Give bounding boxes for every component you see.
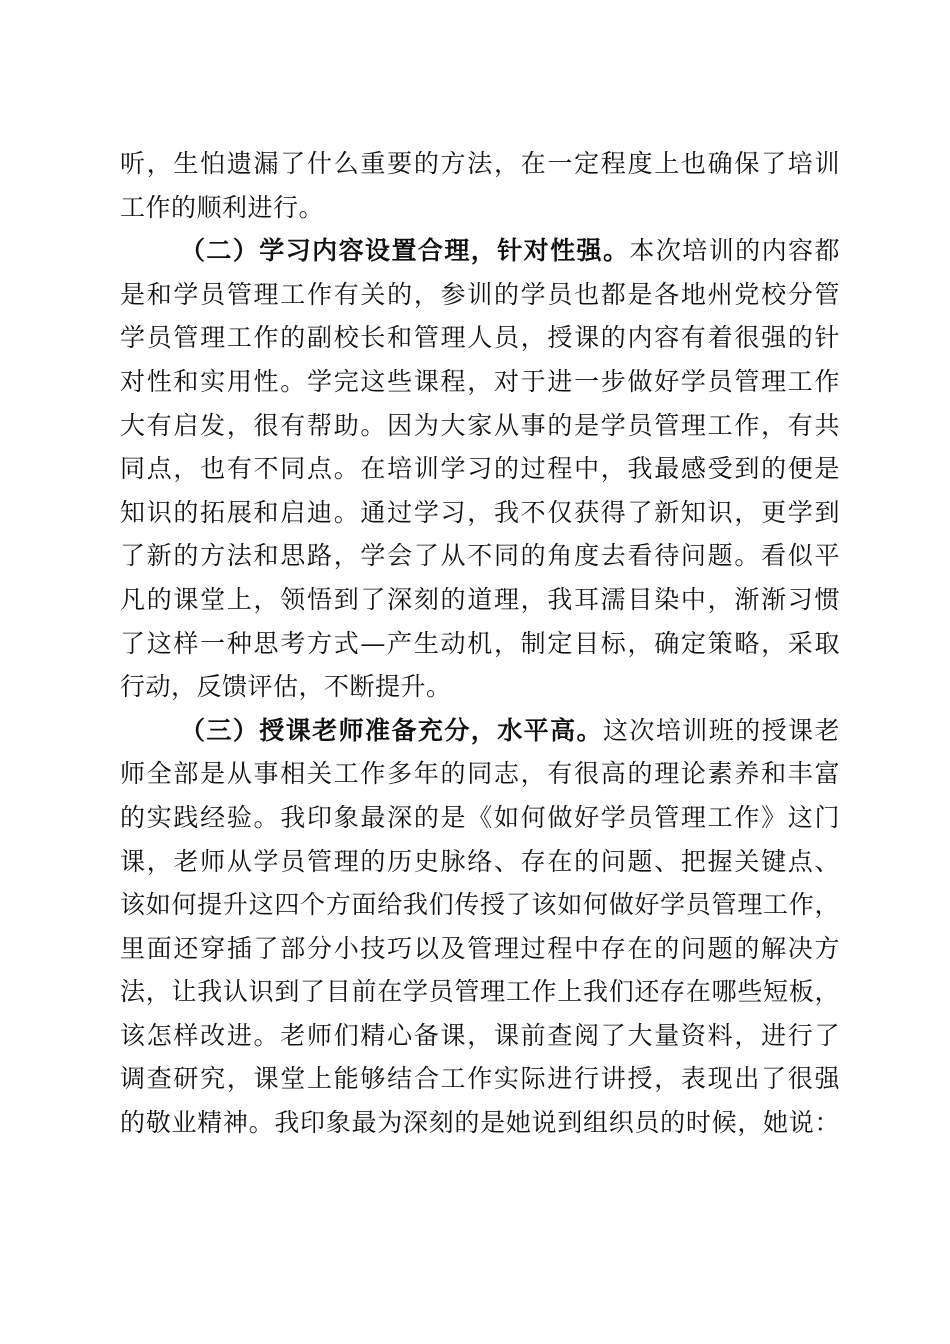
- text-line: 工作的顺利进行。: [120, 192, 325, 222]
- section-heading: （三）授课老师准备充分，水平高。: [180, 715, 603, 745]
- text-line: 对性和实用性。学完这些课程，对于进一步做好学员管理工作: [120, 366, 840, 396]
- text-line: 课，老师从学员管理的历史脉络、存在的问题、把握关键点、: [120, 846, 840, 876]
- text-line: 了新的方法和思路，学会了从不同的角度去看待问题。看似平: [120, 541, 840, 571]
- text-line: 该如何提升这四个方面给我们传授了该如何做好学员管理工作，: [120, 890, 840, 920]
- text-line: 里面还穿插了部分小技巧以及管理过程中存在的问题的解决方: [120, 933, 840, 963]
- text-line: 大有启发，很有帮助。因为大家从事的是学员管理工作，有共: [120, 410, 840, 440]
- section-heading: （二）学习内容设置合理，针对性强。: [180, 236, 630, 266]
- text-line: 行动，反馈评估，不断提升。: [120, 672, 452, 702]
- text-span: 本次培训的内容都: [629, 236, 840, 266]
- text-line: 的实践经验。我印象最深的是《如何做好学员管理工作》这门: [120, 802, 840, 832]
- paragraph-first-line: [120, 229, 840, 273]
- text-span: 这次培训班的授课老: [602, 715, 840, 745]
- text-line: 调查研究，课堂上能够结合工作实际进行讲授，表现出了很强: [120, 1064, 840, 1094]
- document-body: [120, 142, 840, 1145]
- text-line: 师全部是从事相关工作多年的同志，有很高的理论素养和丰富: [120, 759, 840, 789]
- text-line: 法，让我认识到了目前在学员管理工作上我们还存在哪些短板，: [120, 977, 840, 1007]
- text-line: 同点，也有不同点。在培训学习的过程中，我最感受到的便是: [120, 454, 840, 484]
- paragraph-first-line: [120, 709, 840, 753]
- text-line: 了这样一种思考方式—产生动机，制定目标，确定策略，采取: [120, 628, 840, 658]
- text-line: 凡的课堂上，领悟到了深刻的道理，我耳濡目染中，渐渐习惯: [120, 584, 840, 614]
- text-line: 该怎样改进。老师们精心备课，课前查阅了大量资料，进行了: [120, 1020, 840, 1050]
- text-line: 学员管理工作的副校长和管理人员，授课的内容有着很强的针: [120, 323, 840, 353]
- text-line: 听，生怕遗漏了什么重要的方法，在一定程度上也确保了培训: [120, 149, 840, 178]
- text-line: 知识的拓展和启迪。通过学习，我不仅获得了新知识，更学到: [120, 497, 840, 527]
- text-line: 是和学员管理工作有关的，参训的学员也都是各地州党校分管: [120, 279, 840, 309]
- text-line: 的敬业精神。我印象最为深刻的是她说到组织员的时候，她说：: [120, 1108, 840, 1138]
